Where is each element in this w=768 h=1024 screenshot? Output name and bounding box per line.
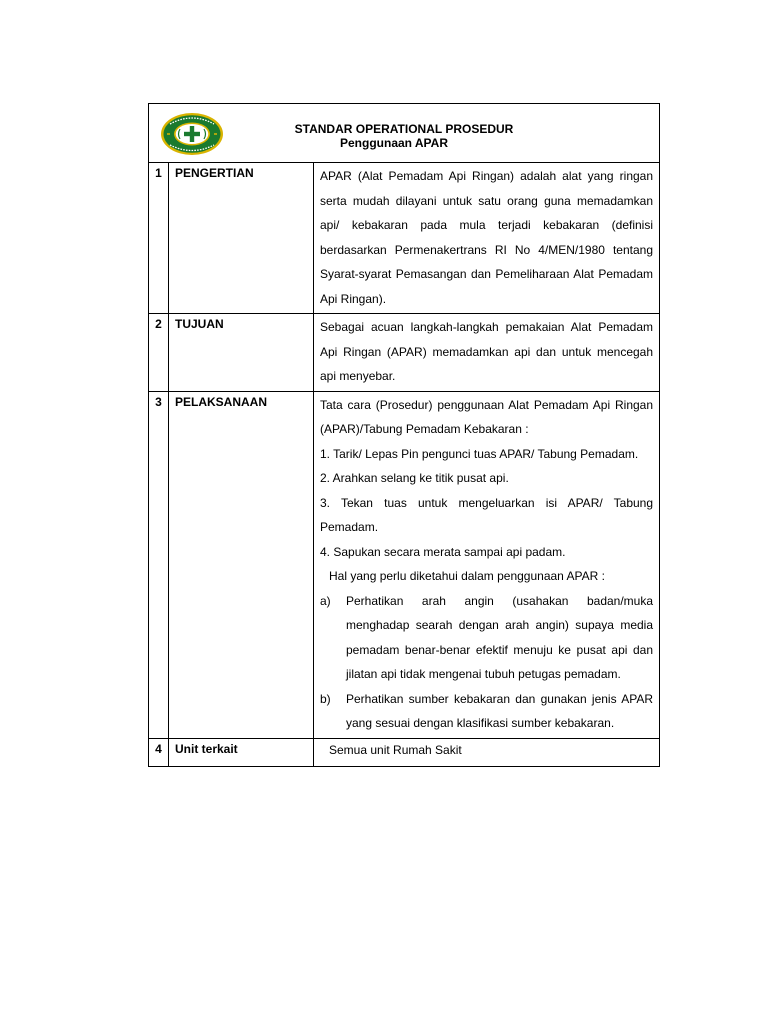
note-key: b) [320,691,331,706]
document-subtitle: Penggunaan APAR [340,136,449,150]
row-content [314,391,660,738]
row-label: PENGERTIAN [169,163,314,314]
document-title-block [149,122,659,150]
document-title: STANDAR OPERATIONAL PROSEDUR [294,122,514,136]
row-pengertian [149,163,660,314]
row-number: 4 [149,738,169,766]
note-text: Perhatikan sumber kebakaran dan gunakan jenis APAR yang sesuai dengan klasifikasi sumber kebakaran. [346,691,654,730]
related-units-text: Semua unit Rumah Sakit [329,742,462,757]
header-row [149,104,660,163]
row-pelaksanaan [149,391,660,738]
row-tujuan [149,314,660,392]
sop-document [148,103,659,767]
row-number: 3 [149,391,169,738]
notes-heading: Hal yang perlu diketahui dalam penggunaan APAR : [329,569,605,583]
procedure-step: 1. Tarik/ Lepas Pin pengunci tuas APAR/ Tabung Pemadam. [320,446,639,461]
purpose-text: Sebagai acuan langkah-langkah pemakaian Alat Pemadam Api Ringan (APAR) memadamkan api dan untuk mencegah api menyebar. [320,320,654,383]
note-item [320,687,653,736]
row-number: 2 [149,314,169,392]
header-cell [149,104,660,163]
row-number: 1 [149,163,169,314]
procedure-step: 3. Tekan tuas untuk mengeluarkan isi APAR/ Tabung Pemadam. [320,495,654,534]
row-label: PELAKSANAAN [169,391,314,738]
procedure-intro: Tata cara (Prosedur) penggunaan Alat Pemadam Api Ringan (APAR)/Tabung Pemadam Kebakaran : [320,397,654,436]
row-content [314,163,660,314]
note-item [320,589,653,687]
row-content [314,738,660,766]
sop-table [148,103,660,767]
row-label: Unit terkait [169,738,314,766]
note-text: Perhatikan arah angin (usahakan badan/muka menghadap searah dengan arah angin) supaya media pemadam benar-benar efektif menuju ke pusat api dan jilatan api tidak mengenai tubuh petugas pemadam. [346,593,654,681]
row-label: TUJUAN [169,314,314,392]
procedure-step: 2. Arahkan selang ke titik pusat api. [320,471,509,485]
procedure-step: 4. Sapukan secara merata sampai api padam. [320,544,566,559]
note-key: a) [320,593,331,608]
row-unit-terkait [149,738,660,766]
row-content [314,314,660,392]
definition-text: APAR (Alat Pemadam Api Ringan) adalah alat yang ringan serta mudah dilayani untuk satu orang guna memadamkan api/ kebakaran pada mula terjadi kebakaran (definisi berdasarkan Permenakertrans RI No 4/MEN/1980 tentang Syarat-syarat Pemasangan dan Pemeliharaan Alat Pemadam Api Ringan). [320,169,654,306]
